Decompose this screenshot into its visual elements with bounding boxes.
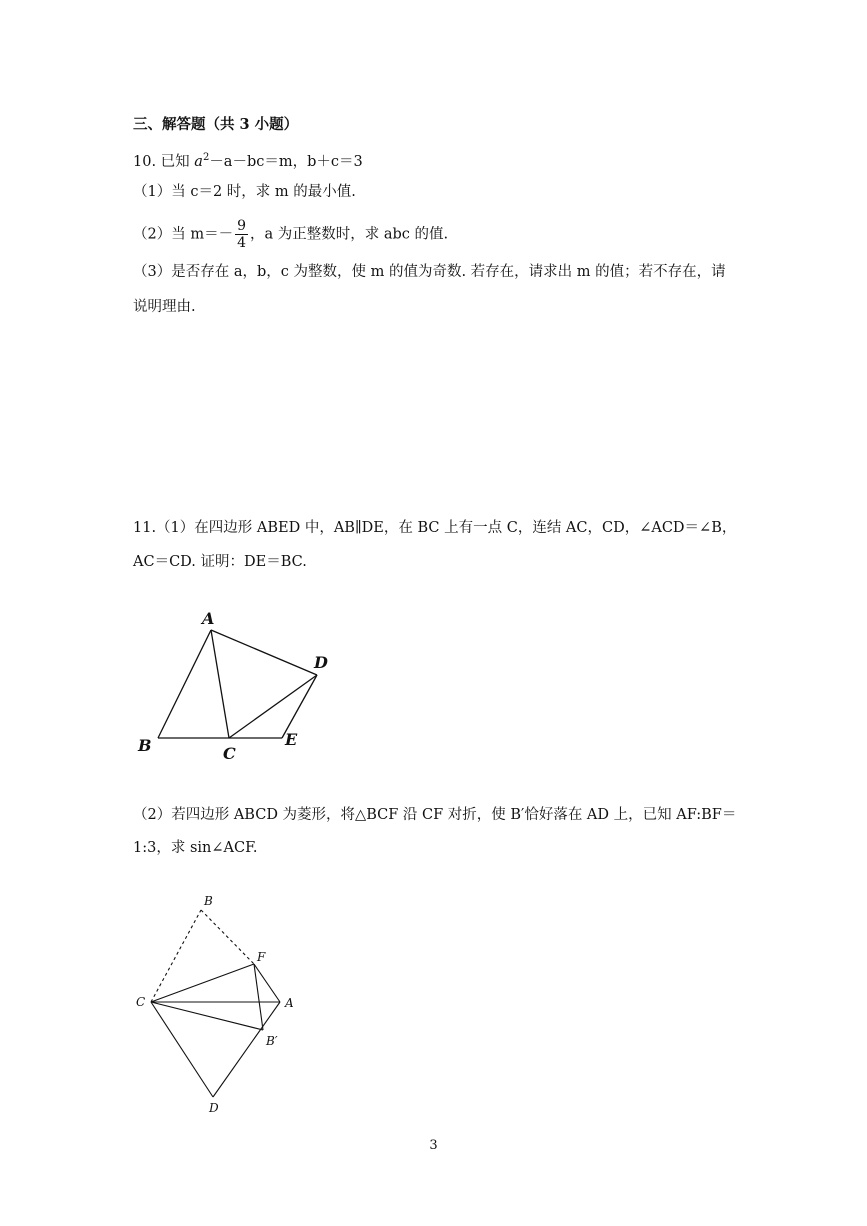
fig2-label-a: A xyxy=(285,996,294,1010)
edge-cbp xyxy=(151,1002,263,1030)
q11-part1-line1: 11.（1）在四边形 ABED 中，AB∥DE，在 BC 上有一点 C，连结 AC，CD，∠ACD＝∠B， xyxy=(133,520,737,536)
q10-var-a: a xyxy=(194,153,203,170)
fig2-label-b: B xyxy=(204,894,213,908)
section-title: 三、解答题（共 3 小题） xyxy=(133,116,299,133)
q11-part1-line2: AC＝CD. 证明：DE＝BC. xyxy=(133,554,307,570)
q10-part3-line2: 说明理由. xyxy=(133,299,196,315)
fig1-label-d: D xyxy=(314,653,328,672)
q11-part2-line1: （2）若四边形 ABCD 为菱形，将△BCF 沿 CF 对折，使 B′恰好落在 AD 上，已知 AF:BF＝ xyxy=(133,807,737,823)
q10-equation: －a－bc＝m，b＋c＝3 xyxy=(209,153,363,170)
q10-part1: （1）当 c＝2 时，求 m 的最小值. xyxy=(133,184,356,200)
q10-part3-line1: （3）是否存在 a，b，c 为整数，使 m 的值为奇数. 若存在，请求出 m 的值；若不存在，请 xyxy=(133,264,726,280)
edge-ad xyxy=(213,1002,280,1097)
fig2-label-bprime: B′ xyxy=(266,1034,278,1048)
dashed-edge-cb xyxy=(151,910,201,1002)
q10-number: 10. xyxy=(133,153,157,170)
fig1-label-a: A xyxy=(202,609,215,628)
fig1-label-e: E xyxy=(285,730,298,749)
q10-sup: 2 xyxy=(202,152,210,163)
edge-fbp xyxy=(254,964,263,1030)
fig1-label-c: C xyxy=(223,744,236,763)
q10-part2-before: （2）当 m＝－ xyxy=(133,226,234,243)
dashed-edge-bf xyxy=(201,910,254,964)
edge-cf xyxy=(151,964,254,1002)
fig2-label-d: D xyxy=(209,1101,219,1115)
q10-part2-after: ，a 为正整数时，求 abc 的值. xyxy=(250,226,449,243)
fraction-numerator: 9 xyxy=(237,218,247,234)
q10-text: 已知 xyxy=(160,153,190,170)
fig2-label-c: C xyxy=(136,995,146,1009)
edge-cd xyxy=(151,1002,213,1097)
page-number: 3 xyxy=(429,1138,438,1153)
fraction-denominator: 4 xyxy=(237,235,247,251)
fig1-label-b: B xyxy=(138,736,152,755)
q11-part2-line2: 1:3，求 sin∠ACF. xyxy=(133,840,258,856)
fig2-label-f: F xyxy=(257,950,266,964)
